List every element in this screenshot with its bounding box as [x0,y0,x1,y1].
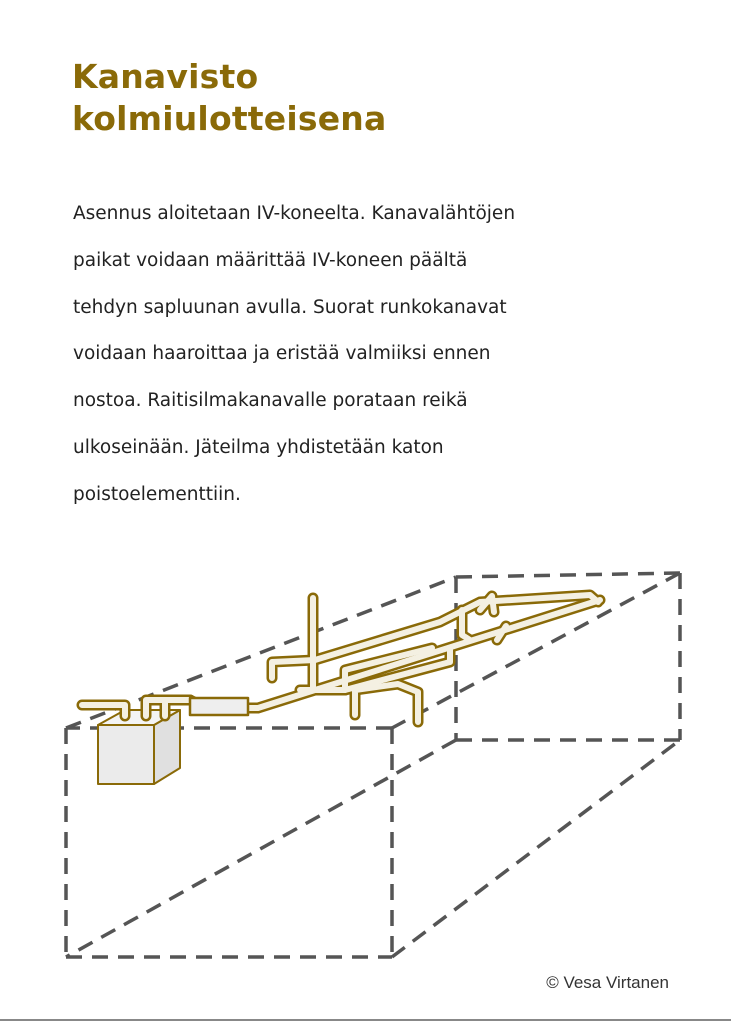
page-title [72,56,386,140]
description-line: paikat voidaan määrittää IV-koneen päältä [73,249,468,271]
ventilation-unit [98,710,180,784]
description-line: nostoa. Raitisilmakanavalle porataan reikä [73,390,468,412]
ductwork-3d-diagram [0,560,731,980]
description-line: poistoelementtiin. [73,483,241,505]
description-line: Asennus aloitetaan IV-koneelta. Kanavalähtöjen [73,203,516,224]
copyright-credit: © Vesa Virtanen [546,973,669,992]
description-line: voidaan haaroittaa ja eristää valmiiksi ennen [73,343,491,365]
description-line: tehdyn sapluunan avulla. Suorat runkokanavat [73,296,507,318]
ductwork [82,595,600,722]
bottom-divider [0,1019,731,1021]
description-text [73,197,673,525]
title-line-1: Kanavisto [72,57,259,96]
title-line-2: kolmiulotteisena [72,99,387,138]
description-line: ulkoseinään. Jäteilma yhdistetään katon [73,436,444,458]
